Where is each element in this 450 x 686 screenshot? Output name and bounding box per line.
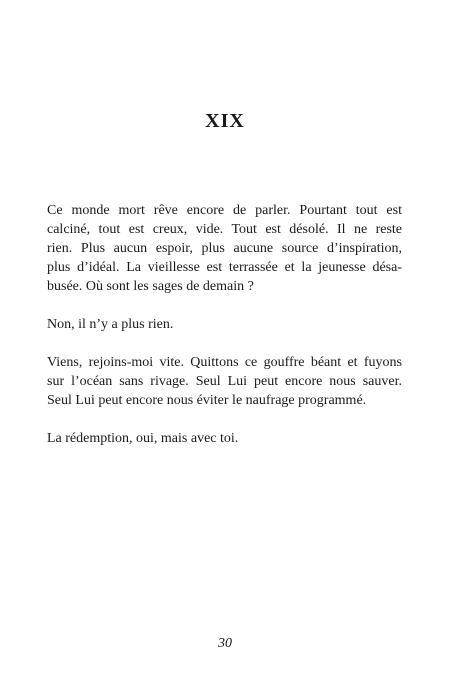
paragraph-2 bbox=[47, 315, 402, 334]
body-text bbox=[47, 201, 402, 467]
text-line: sur l’océan sans rivage. Seul Lui peut encore nous sauver. bbox=[47, 374, 402, 389]
paragraph-4 bbox=[47, 429, 402, 448]
text-line: Viens, rejoins-moi vite. Quittons ce gouffre béant et fuyons bbox=[47, 355, 402, 370]
text-line: Non, il n’y a plus rien. bbox=[47, 317, 174, 332]
text-line: La rédemption, oui, mais avec toi. bbox=[47, 431, 239, 446]
text-line: Seul Lui peut encore nous éviter le naufrage programmé. bbox=[47, 393, 367, 408]
text-line: plus d’idéal. La vieillesse est terrassée et la jeunesse désa- bbox=[47, 260, 402, 275]
text-line: Ce monde mort rêve encore de parler. Pourtant tout est bbox=[47, 203, 402, 218]
text-line: calciné, tout est creux, vide. Tout est désolé. Il ne reste bbox=[47, 222, 402, 237]
paragraph-1 bbox=[47, 201, 402, 296]
chapter-title: XIX bbox=[205, 110, 245, 132]
page-number: 30 bbox=[218, 636, 232, 651]
paragraph-3 bbox=[47, 353, 402, 410]
text-line: rien. Plus aucun espoir, plus aucune source d’inspiration, bbox=[47, 241, 402, 256]
text-line: busée. Où sont les sages de demain ? bbox=[47, 279, 254, 294]
